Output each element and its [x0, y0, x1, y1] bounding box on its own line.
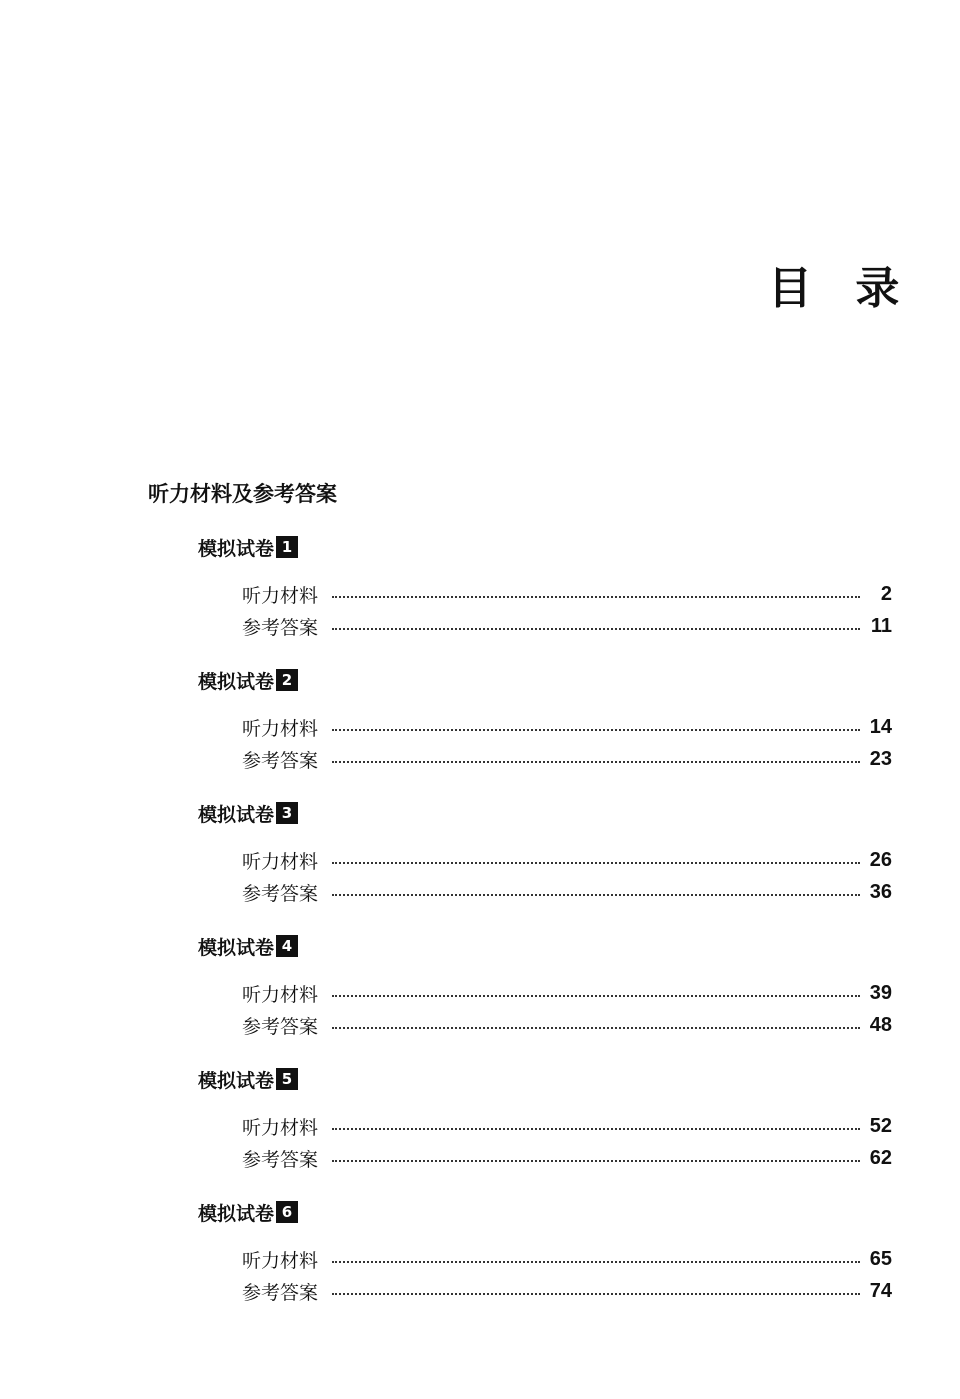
toc-section-3	[198, 798, 892, 905]
page-number: 74	[869, 1279, 892, 1302]
section-title: 模拟试卷	[198, 936, 275, 959]
section-number-badge: 5	[276, 1068, 298, 1090]
entry-label: 听力材料	[242, 1116, 319, 1139]
dot-leader	[332, 729, 860, 731]
section-title: 模拟试卷	[198, 537, 275, 560]
page-number: 23	[869, 747, 892, 770]
toc-entry[interactable]	[242, 1276, 892, 1306]
section-number-badge: 4	[276, 935, 298, 957]
page-number: 2	[880, 582, 892, 605]
entry-label: 听力材料	[242, 584, 319, 607]
section-title: 模拟试卷	[198, 670, 275, 693]
toc-entry[interactable]	[242, 712, 892, 742]
toc-section-4	[198, 931, 892, 1038]
entry-label: 听力材料	[242, 1249, 319, 1272]
toc-entry[interactable]	[242, 845, 892, 875]
section-number-badge: 2	[276, 669, 298, 691]
section-title: 模拟试卷	[198, 803, 275, 826]
part-heading: 听力材料及参考答案	[148, 481, 337, 506]
toc-entry[interactable]	[242, 579, 892, 609]
section-number-badge: 6	[276, 1201, 298, 1223]
dot-leader	[332, 628, 860, 630]
toc-section-6	[198, 1197, 892, 1304]
entry-label: 参考答案	[242, 1281, 319, 1304]
toc-entry[interactable]	[242, 877, 892, 907]
section-number-badge: 1	[276, 536, 298, 558]
entry-label: 参考答案	[242, 1015, 319, 1038]
toc-entry[interactable]	[242, 1143, 892, 1173]
page-number: 48	[869, 1013, 892, 1036]
toc-section-2	[198, 665, 892, 772]
toc-entry[interactable]	[242, 978, 892, 1008]
dot-leader	[332, 995, 860, 997]
entry-label: 听力材料	[242, 983, 319, 1006]
page-title: 目 录	[768, 263, 914, 314]
dot-leader	[332, 761, 860, 763]
toc-entry[interactable]	[242, 744, 892, 774]
entry-label: 参考答案	[242, 749, 319, 772]
page-number: 26	[869, 848, 892, 871]
dot-leader	[332, 894, 860, 896]
section-title: 模拟试卷	[198, 1069, 275, 1092]
section-title: 模拟试卷	[198, 1202, 275, 1225]
toc-section-5	[198, 1064, 892, 1171]
entry-label: 参考答案	[242, 616, 319, 639]
dot-leader	[332, 862, 860, 864]
toc-entry[interactable]	[242, 1111, 892, 1141]
toc-entry[interactable]	[242, 611, 892, 641]
dot-leader	[332, 1027, 860, 1029]
entry-label: 参考答案	[242, 882, 319, 905]
entry-label: 听力材料	[242, 717, 319, 740]
dot-leader	[332, 1261, 860, 1263]
page-number: 65	[869, 1247, 892, 1270]
entry-label: 听力材料	[242, 850, 319, 873]
page-number: 36	[869, 880, 892, 903]
toc-entry[interactable]	[242, 1244, 892, 1274]
dot-leader	[332, 1160, 860, 1162]
dot-leader	[332, 1128, 860, 1130]
dot-leader	[332, 596, 860, 598]
dot-leader	[332, 1293, 860, 1295]
page-number: 14	[869, 715, 892, 738]
entry-label: 参考答案	[242, 1148, 319, 1171]
section-number-badge: 3	[276, 802, 298, 824]
page-number: 52	[869, 1114, 892, 1137]
page-number: 62	[869, 1146, 892, 1169]
toc-section-1	[198, 532, 892, 639]
page-number: 11	[870, 614, 892, 637]
page-number: 39	[869, 981, 892, 1004]
toc-entry[interactable]	[242, 1010, 892, 1040]
